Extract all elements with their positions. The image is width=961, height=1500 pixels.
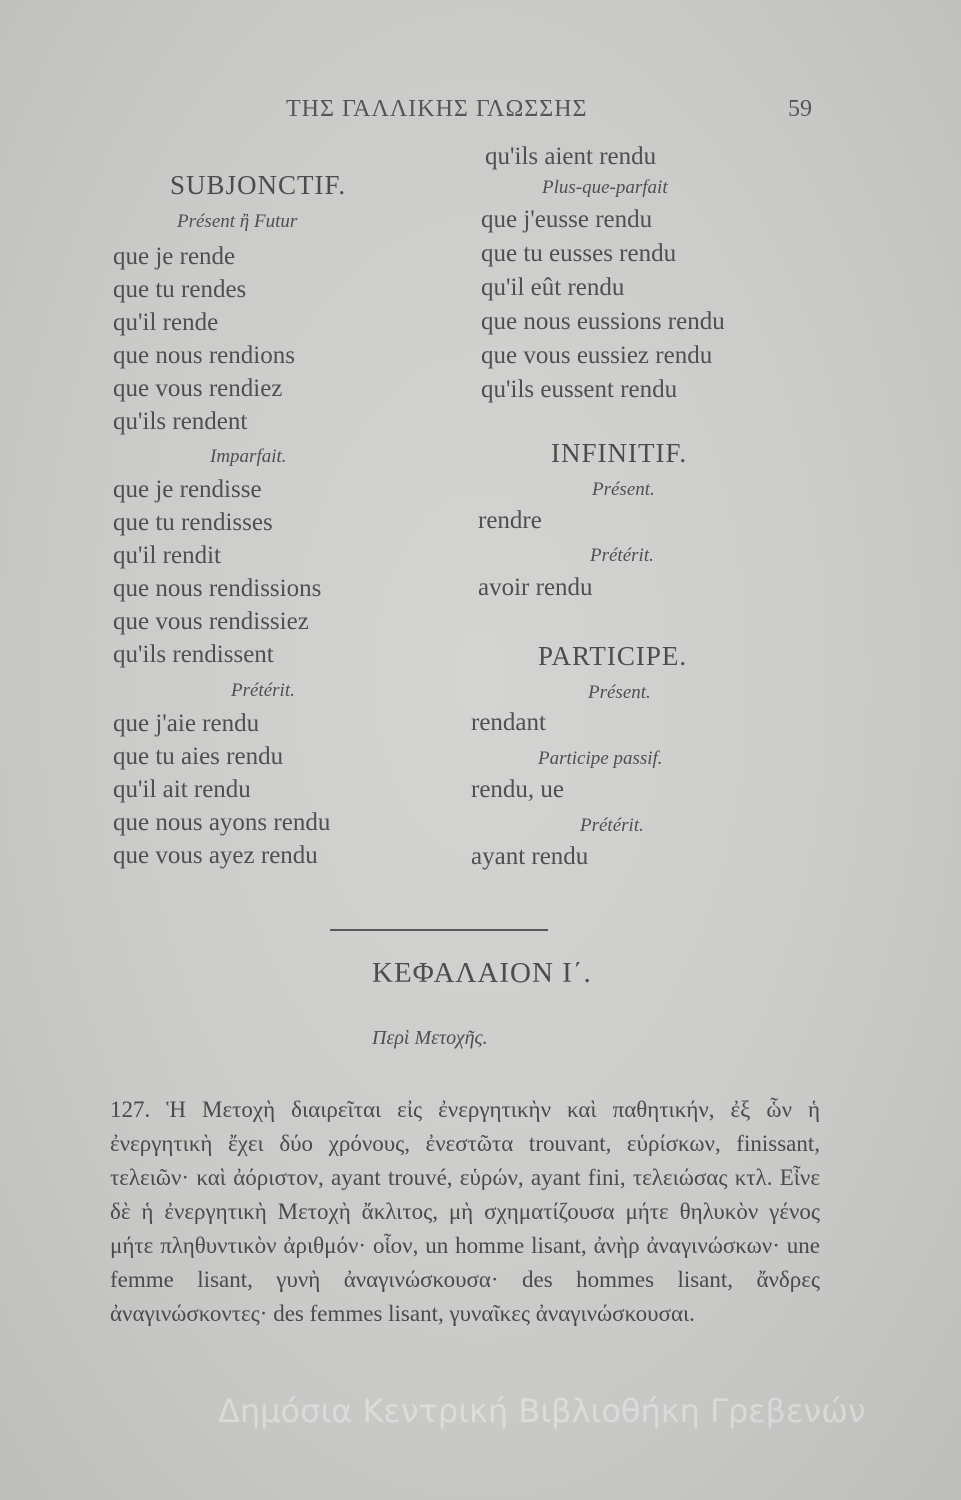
- conjugation-line: que tu eusses rendu: [481, 240, 677, 267]
- infinitif-present-label: Présent.: [592, 479, 655, 500]
- conjugation-line: que j'aie rendu: [113, 710, 260, 737]
- conjugation-line: que vous rendiez: [113, 375, 283, 402]
- conjugation-line: qu'ils rendent: [113, 408, 248, 435]
- conjugation-line: que je rende: [113, 243, 236, 270]
- conjugation-line: qu'il eût rendu: [481, 274, 625, 301]
- conjugation-line: que vous ayez rendu: [113, 842, 318, 869]
- chapter-subtitle: Περὶ Μετοχῆς.: [372, 1027, 488, 1049]
- conjugation-line: que j'eusse rendu: [481, 206, 653, 233]
- conjugation-line: que tu rendisses: [113, 509, 273, 536]
- conjugation-line: que vous eussiez rendu: [481, 342, 713, 369]
- paragraph-127: 127. Ἡ Μετοχὴ διαιρεῖται εἰς ἐνεργητικὴν καὶ παθητικήν, ἐξ ὧν ἡ ἐνεργητικὴ ἔχει δύο χρόνους, ἐνεστῶτα trouvant, εὑρίσκων, finissant, τελειῶν· καὶ ἀόριστον, ayant trouvé, εὑρών, ayant fini, τελειώσας κτλ. Εἶνε δὲ ἡ ἐνεργητικὴ Μετοχὴ ἄκλιτος, μὴ σχηματίζουσα μήτε θηλυκὸν γένος μήτε πληθυντικὸν ἀριθμόν· οἷον, un homme lisant, ἀνὴρ ἀναγινώσκων· une femme lisant, γυνὴ ἀναγινώσκουσα· des hommes lisant, ἄνδρες ἀναγινώσκοντες· des femmes lisant, γυναῖκες ἀναγινώσκουσαι.: [110, 1097, 820, 1326]
- page-number: 59: [788, 96, 812, 122]
- running-header: ΤΗΣ ΓΑΛΛΙΚΗΣ ΓΛΩΣΣΗΣ: [286, 96, 588, 122]
- imparfait-label: Imparfait.: [210, 446, 287, 467]
- participe-present: rendant: [471, 709, 546, 736]
- conjugation-line: que nous rendions: [113, 342, 295, 369]
- infinitif-preterit-label: Prétérit.: [590, 545, 654, 566]
- participe-preterit: ayant rendu: [471, 843, 589, 870]
- conjugation-line: qu'il rendit: [113, 542, 221, 569]
- infinitif-heading: INFINITIF.: [551, 438, 688, 468]
- conjugation-line: que vous rendissiez: [113, 608, 309, 635]
- conjugation-line: qu'ils aient rendu: [485, 143, 657, 170]
- subjonctif-heading: SUBJONCTIF.: [170, 170, 347, 200]
- participe-passif: rendu, ue: [471, 776, 565, 803]
- participe-present-label: Présent.: [588, 682, 651, 703]
- conjugation-line: qu'ils rendissent: [113, 641, 274, 668]
- participe-passif-label: Participe passif.: [538, 748, 663, 769]
- plus-que-parfait-label: Plus-que-parfait: [542, 177, 668, 198]
- participe-heading: PARTICIPE.: [538, 641, 688, 671]
- infinitif-preterit: avoir rendu: [478, 574, 593, 601]
- section-divider: [330, 929, 548, 931]
- chapter-title: ΚΕΦΑΛΑΙΟΝ Ι΄.: [372, 957, 592, 989]
- present-futur-label: Présent ἢ Futur: [177, 211, 298, 232]
- conjugation-line: qu'ils eussent rendu: [481, 376, 678, 403]
- conjugation-line: qu'il ait rendu: [113, 776, 251, 803]
- conjugation-line: que tu rendes: [113, 276, 247, 303]
- conjugation-line: que nous eussions rendu: [481, 308, 725, 335]
- conjugation-line: que nous ayons rendu: [113, 809, 331, 836]
- conjugation-line: que tu aies rendu: [113, 743, 284, 770]
- library-watermark: Δημόσια Κεντρική Βιβλιοθήκη Γρεβενών: [218, 1392, 866, 1430]
- infinitif-present: rendre: [478, 507, 542, 534]
- conjugation-line: qu'il rende: [113, 309, 219, 336]
- preterit-label: Prétérit.: [231, 680, 295, 701]
- conjugation-line: que je rendisse: [113, 476, 262, 503]
- conjugation-line: que nous rendissions: [113, 575, 322, 602]
- participe-preterit-label: Prétérit.: [580, 815, 644, 836]
